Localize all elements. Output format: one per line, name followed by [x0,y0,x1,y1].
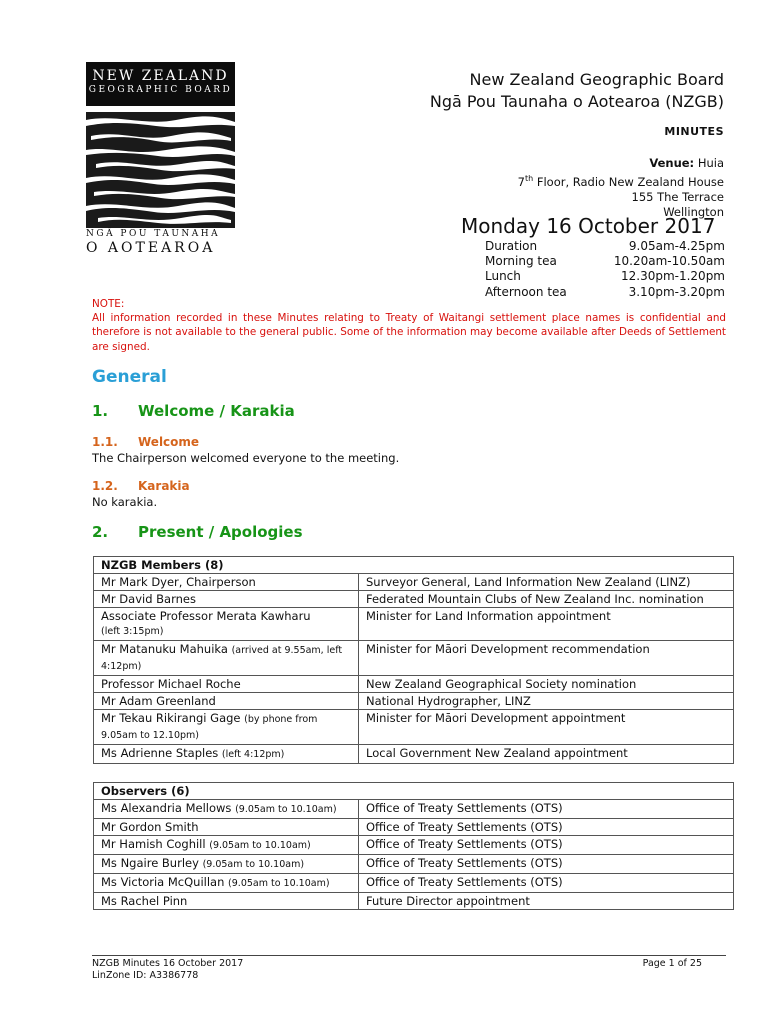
member-name-cell [94,745,359,764]
section-number: 1.1. [92,435,118,449]
member-role: Federated Mountain Clubs of New Zealand Inc. nomination [359,591,734,608]
observer-name-cell [94,893,359,910]
member-role: Local Government New Zealand appointment [359,745,734,764]
observer-name: Ms Alexandria Mellows [101,801,232,815]
section-1-2-text: No karakia. [92,495,158,509]
observer-name-cell [94,800,359,819]
member-name-cell [94,710,359,745]
member-attendance-note: (left 4:12pm) [221,749,285,760]
schedule-time: 10.20am-10.50am [613,254,725,269]
logo-wave-artwork [86,112,235,228]
section-title: Welcome / Karakia [138,402,295,420]
observer-name: Ms Victoria McQuillan [101,875,225,889]
venue-label: Venue: [649,156,695,170]
observer-attendance-note: (9.05am to 10.10am) [235,804,337,815]
document-type: MINUTES [664,125,724,138]
observer-role: Office of Treaty Settlements (OTS) [359,855,734,874]
member-name-cell [94,591,359,608]
member-name: Professor Michael Roche [101,677,241,691]
section-2-heading [92,523,303,541]
member-role: Minister for Māori Development recommendation [359,641,734,676]
member-role: National Hydrographer, LINZ [359,693,734,710]
venue-floor-suffix: th [524,174,534,183]
section-title: Welcome [138,435,200,449]
meeting-date: Monday 16 October 2017 [461,214,716,238]
section-number: 2. [92,523,109,541]
schedule-label: Lunch [485,269,521,284]
schedule-time: 3.10pm-3.20pm [628,284,725,299]
schedule-row [485,269,725,284]
venue-building: Floor, Radio New Zealand House [536,174,724,189]
member-name: Mr Tekau Rikirangi Gage [101,711,241,725]
note-label: NOTE: [92,298,125,310]
venue-city: Wellington [663,204,724,219]
member-attendance-note: (by phone from 9.05am to 12.10pm) [101,714,318,741]
section-number: 1.2. [92,479,118,493]
member-name: Associate Professor Merata Kawharu [101,609,311,623]
table-row [94,574,734,591]
schedule-time: 12.30pm-1.20pm [620,269,725,284]
schedule-time: 9.05am-4.25pm [628,239,725,253]
table-row [94,874,734,893]
footer-document-id: LinZone ID: A3386778 [92,970,199,981]
member-name-cell [94,608,359,641]
members-table [93,556,734,764]
section-1-1-heading [92,435,199,449]
venue-name: Huia [697,156,724,170]
member-name: Mr Matanuku Mahuika [101,642,228,656]
observer-name: Ms Ngaire Burley [101,856,199,870]
table-row [94,836,734,855]
observer-role: Office of Treaty Settlements (OTS) [359,836,734,855]
confidentiality-note [92,297,726,354]
logo-line-3: NGĀ POU TAUNAHA [86,229,221,239]
members-table-heading: NZGB Members (8) [94,557,734,574]
logo-line-2: GEOGRAPHIC BOARD [88,85,233,95]
section-title: Present / Apologies [138,523,303,541]
member-name-cell [94,693,359,710]
observer-name-cell [94,855,359,874]
observer-name-cell [94,836,359,855]
member-attendance-note: (left 3:15pm) [101,626,164,637]
member-role: Surveyor General, Land Information New Zealand (LINZ) [359,574,734,591]
observer-name: Ms Rachel Pinn [101,894,188,908]
observer-name: Mr Hamish Coghill [101,837,206,851]
table-row [94,591,734,608]
observers-table-heading: Observers (6) [94,783,734,800]
logo-header-block [86,62,235,106]
schedule-row [485,239,725,254]
observer-attendance-note: (9.05am to 10.10am) [202,859,305,870]
member-role: Minister for Māori Development appointment [359,710,734,745]
member-name: Mr Adam Greenland [101,694,216,708]
observer-role: Office of Treaty Settlements (OTS) [359,800,734,819]
nzgb-logo [86,62,235,254]
venue-street: 155 The Terrace [631,189,724,204]
member-attendance-note: (arrived at 9.55am, left 4:12pm) [101,645,343,672]
table-row [94,676,734,693]
section-number: 1. [92,402,109,420]
section-1-2-heading [92,479,190,493]
member-name: Mr David Barnes [101,592,196,606]
table-row [94,800,734,819]
section-1-1-text: The Chairperson welcomed everyone to the meeting. [92,451,400,465]
table-row [94,641,734,676]
schedule-label: Morning tea [485,254,557,269]
venue-block [518,156,724,220]
member-role: New Zealand Geographical Society nomination [359,676,734,693]
board-title: New Zealand Geographic Board [469,70,724,89]
member-name: Mr Mark Dyer, Chairperson [101,575,256,589]
observer-name-cell [94,819,359,836]
observer-attendance-note: (9.05am to 10.10am) [228,878,330,889]
member-role: Minister for Land Information appointment [359,608,734,641]
general-heading: General [92,367,167,387]
observers-table [93,782,734,910]
venue-floor-number: 7 [517,174,525,189]
footer-left [92,958,243,982]
table-row [94,608,734,641]
observer-name: Mr Gordon Smith [101,820,199,834]
member-name: Ms Adrienne Staples [101,746,219,760]
member-name-cell [94,676,359,693]
observer-attendance-note: (9.05am to 10.10am) [209,840,311,851]
member-name-cell [94,574,359,591]
observer-role: Office of Treaty Settlements (OTS) [359,819,734,836]
note-text: All information recorded in these Minutes relating to Treaty of Waitangi settlement place names is confidential and therefore is not available to the general public. Some of the information may become available after Deeds of Settlement are signed. [92,312,726,353]
table-row [94,893,734,910]
observer-role: Future Director appointment [359,893,734,910]
section-1-heading [92,402,295,420]
observer-role: Office of Treaty Settlements (OTS) [359,874,734,893]
board-subtitle: Ngā Pou Taunaha o Aotearoa (NZGB) [429,92,724,111]
schedule-row [485,254,725,269]
footer-divider [92,955,726,956]
schedule-block [485,239,725,300]
table-row [94,855,734,874]
section-title: Karakia [138,479,190,493]
schedule-label: Duration [485,239,538,253]
footer-document-name: NZGB Minutes 16 October 2017 [92,958,244,969]
logo-footer-block [86,229,235,257]
member-name-cell [94,641,359,676]
footer-page-number: Page 1 of 25 [642,958,702,969]
table-row [94,745,734,764]
observer-name-cell [94,874,359,893]
schedule-label: Afternoon tea [485,284,567,299]
logo-line-4: O AOTEAROA [86,240,216,256]
logo-line-1: NEW ZEALAND [92,68,229,84]
table-row [94,710,734,745]
table-row [94,819,734,836]
table-row [94,693,734,710]
